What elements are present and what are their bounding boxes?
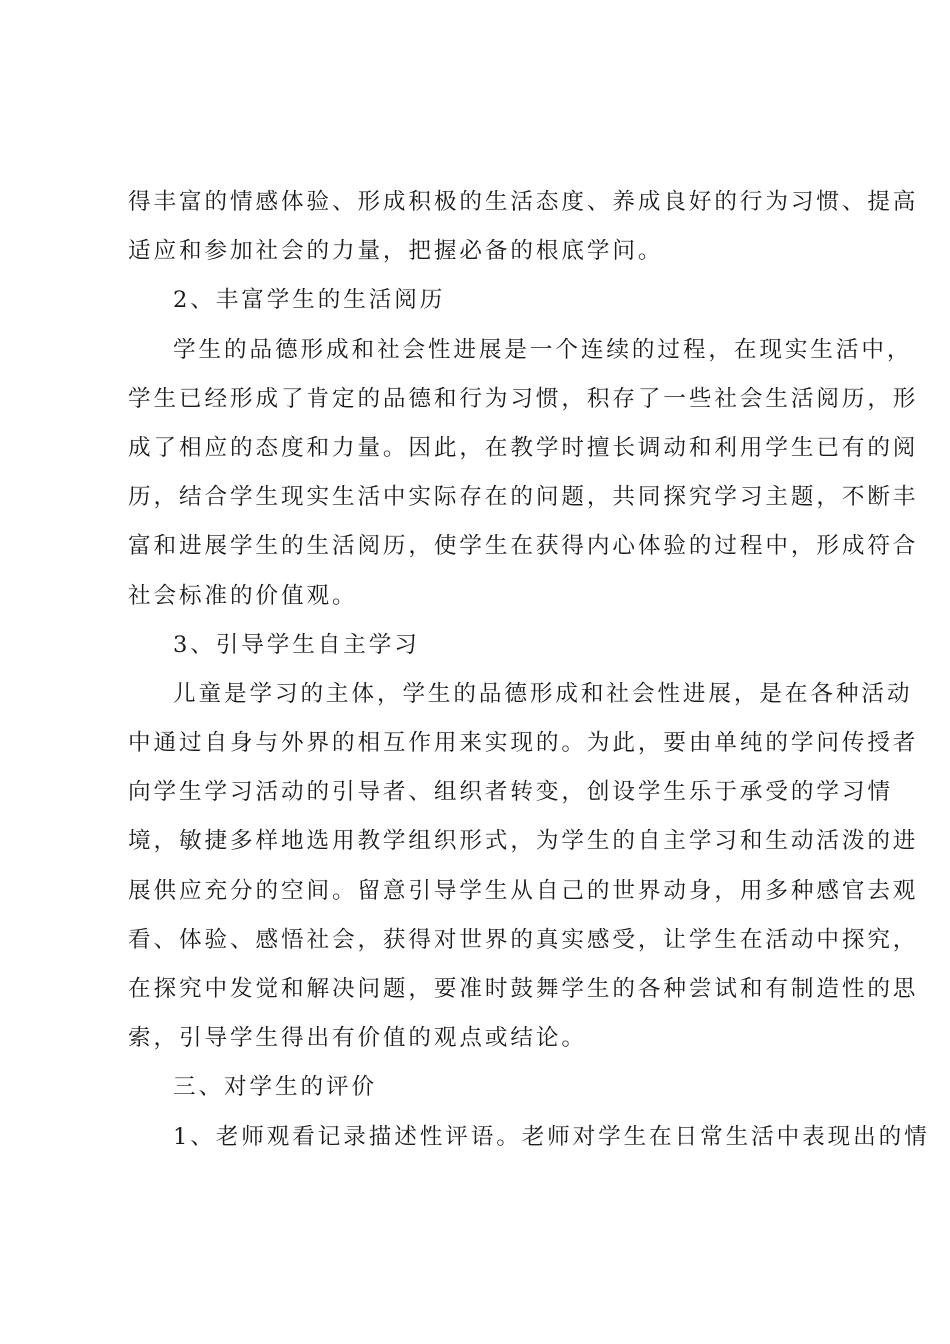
paragraph-line: 展供应充分的空间。留意引导学生从自己的世界动身，用多种感官去观 — [128, 877, 919, 904]
section-heading: 3、引导学生自主学习 — [173, 631, 420, 658]
section-heading: 三、对学生的评价 — [173, 1074, 377, 1101]
paragraph-line: 在探究中发觉和解决问题，要准时鼓舞学生的各种尝试和有制造性的思 — [128, 976, 919, 1002]
paragraph-line: 1、老师观看记录描述性评语。老师对学生在日常生活中表现出的情 — [173, 1123, 930, 1150]
paragraph-line: 索，引导学生得出有价值的观点或结论。 — [128, 1025, 587, 1052]
paragraph-line: 成了相应的态度和力量。因此，在教学时擅长调动和利用学生已有的阅 — [128, 434, 919, 461]
paragraph-line: 中通过自身与外界的相互作用来实现的。为此，要由单纯的学问传授者 — [128, 730, 919, 757]
section-heading: 2、丰富学生的生活阅历 — [173, 287, 446, 314]
paragraph-line: 学生的品德形成和社会性进展是一个连续的过程，在现实生活中， — [173, 336, 913, 363]
document-body — [128, 178, 930, 1162]
paragraph-line: 向学生学习活动的引导者、组织者转变，创设学生乐于承受的学习情 — [128, 779, 893, 806]
paragraph-line: 适应和参加社会的力量，把握必备的根底学问。 — [128, 238, 664, 265]
paragraph-line: 历，结合学生现实生活中实际存在的问题，共同探究学习主题，不断丰 — [128, 484, 919, 511]
paragraph-line: 富和进展学生的生活阅历，使学生在获得内心体验的过程中，形成符合 — [128, 533, 919, 560]
paragraph-line: 得丰富的情感体验、形成积极的生活态度、养成良好的行为习惯、提高 — [128, 189, 919, 215]
paragraph-line: 学生已经形成了肯定的品德和行为习惯，积存了一些社会生活阅历，形 — [128, 385, 919, 412]
paragraph-line: 儿童是学习的主体，学生的品德形成和社会性进展，是在各种活动 — [173, 680, 913, 707]
paragraph-line: 看、体验、感悟社会，获得对世界的真实感受，让学生在活动中探究， — [128, 926, 919, 953]
paragraph-line: 社会标准的价值观。 — [128, 582, 358, 609]
paragraph-line: 境，敏捷多样地选用教学组织形式，为学生的自主学习和生动活泼的进 — [128, 828, 919, 855]
